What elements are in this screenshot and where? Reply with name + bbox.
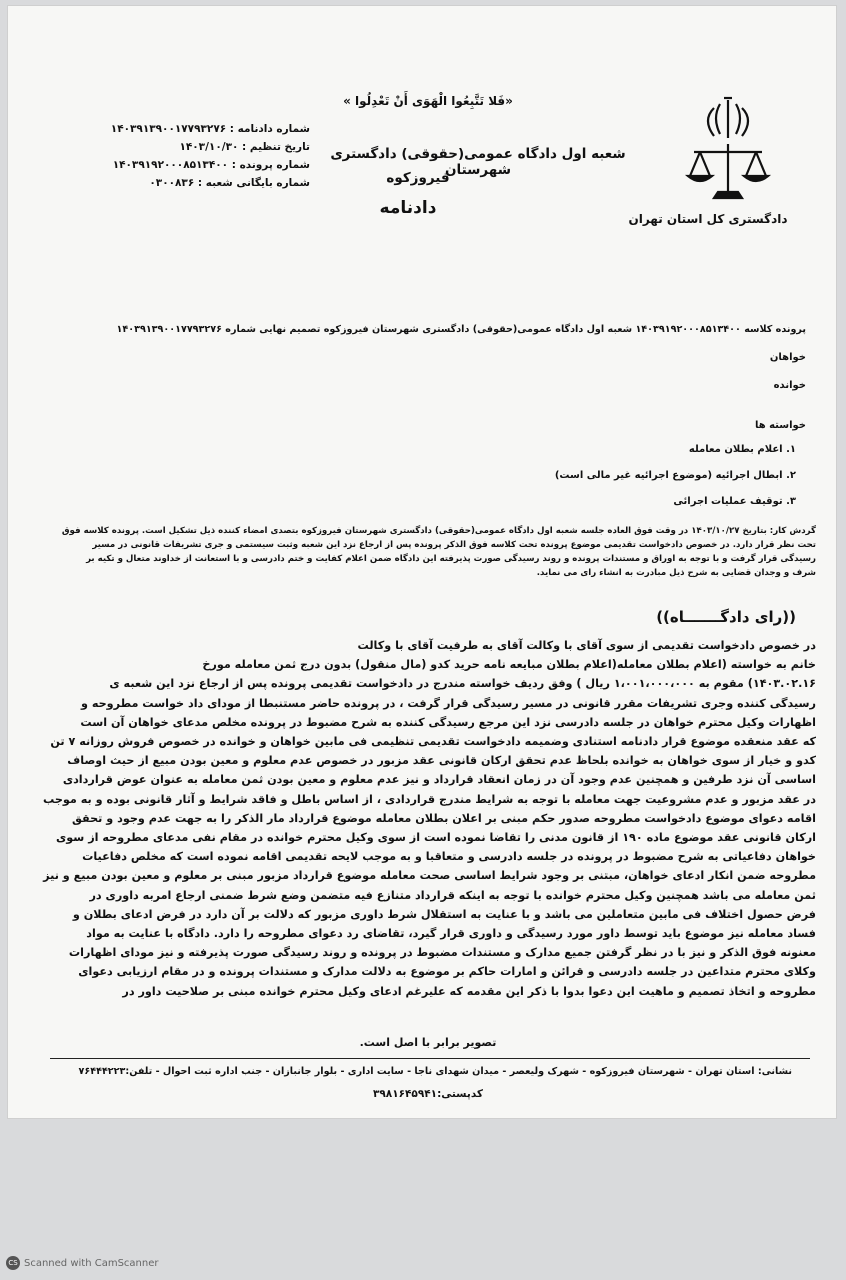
verdict-line: خانم به خواسته (اعلام بطلان معامله(اعلام بطلان مبایعه نامه حرید کدو (مال منقول) بدون درج ثمن معامله مورخ [202, 658, 816, 672]
case-header: پرونده کلاسه ۱۴۰۳۹۱۹۲۰۰۰۸۵۱۳۴۰۰ شعبه اول دادگاه عمومی(حقوقی) دادگستری شهرستان فیروزکوه تصمیم نهایی شماره ۱۴۰۳۹۱۳۹۰۰۱۷۷۹۳۲۷۶ [116, 324, 806, 335]
footer-address: نشانی: استان تهران - شهرستان فیروزکوه - شهرک ولیعصر - میدان شهدای ناجا - سایت اداری - بلوار جانبازان - جنب اداره ثبت احوال - تلفن:۷۶۴۴۴۲۲۳ [78, 1066, 792, 1077]
verdict-line: خواهان دفاعیاتی به شرح مضبوط در پرونده در جلسه دادرسی و متعاقبا و به موجب لایحه تقدیمی اقامه نموده است که مخلص دفاعیات [82, 850, 816, 864]
iran-emblem-icon [680, 94, 776, 214]
verdict-line: در خصوص دادخواست تقدیمی از سوی آقای با وکالت آقای به طرفیت آقای با وکالت [357, 639, 816, 652]
verdict-line: اظهارات وکیل محترم خواهان در جلسه دادرسی نزد این مرجع رسیدگی کننده به شرح مضبوط در پرونده مخلص مدعای خواهان آن است [80, 715, 816, 729]
camscanner-logo-icon: CS [6, 1256, 20, 1270]
request-item-1: ۱. اعلام بطلان معامله [688, 444, 796, 455]
verdict-line: فرض حصول اختلاف فی مابین متعاملین می باشد و با عنایت به استقلال شرط داوری مزبور که دلالت بر آن دارد در فرض ادعای بطلان و [72, 907, 816, 921]
plaintiff-label: خواهان [769, 352, 806, 363]
verdict-line: ثمن معامله می باشد همچنین وکیل محترم خوانده با توجه به اینکه قرارداد متنازع فیه متضمن وضع شرط ضمنی ارجاع امربه داوری در [89, 888, 816, 902]
branch-title-line1: شعبه اول دادگاه عمومی(حقوقی) دادگستری شهرستان [330, 146, 626, 178]
case-meta [90, 120, 310, 192]
report-line: گردش کار: بتاریخ ۱۴۰۳/۱۰/۲۷ در وقت فوق العاده جلسه شعبه اول دادگاه عمومی(حقوقی) دادگستری شهرستان فیروزکوه بتصدی امضاء کننده ذیل تشکیل است. پرونده کلاسه فوق [61, 526, 816, 536]
verse-header: «فَلا تَتَّبِعُوا الْهَوَى أَنْ تَعْدِلُوا » [343, 94, 513, 108]
document-type-title: دادنامه [379, 198, 437, 218]
province-title: دادگستری کل استان تهران [628, 212, 788, 226]
verdict-line: وکلای محترم متداعین در جلسه دادرسی و قرائن و امارات حاکم بر موضوع به دلالت مدارک و مستندات پرونده و در مقام ارزیابی دعوای [78, 965, 816, 979]
dadname-number: شماره دادنامه : ۱۴۰۳۹۱۳۹۰۰۱۷۷۹۳۲۷۶ [110, 123, 310, 135]
verdict-line: اساسی آن نزد طرفین و همچنین عدم وجود آن در زمان انعقاد قرارداد و نیز عدم معلوم و معین بودن ثمن معامله به عنوان عوض قراردادی [62, 773, 816, 787]
verdict-body [38, 636, 816, 1001]
verdict-line: کدو و خیار از سوی خواهان به خوانده بلحاظ عدم تحقق ارکان قانونی عقد مزبور در خصوص عدم معلوم و معین بودن مبیع از حیث اوصاف [67, 754, 816, 768]
scanner-watermark-text: Scanned with CamScanner [24, 1257, 159, 1269]
document-page [8, 6, 836, 1118]
verdict-line: اقامه دعوای موضوع دادخواست مطروحه صدور حکم مبنی بر اعلان بطلان معامله موضوع قرارداد مار الذکر را به جهت عدم وجود و تحقق [71, 811, 816, 825]
verdict-line: فساد معامله نیز موضوع باید توسط داور مورد رسیدگی و داوری قرار گیرد، تقاضای رد دعوای مطروحه را دارد. دادگاه با عنایت به مواد [86, 927, 816, 941]
verdict-line: مطروحه ضمن انکار ادعای خواهان، مبتنی بر وجود شرایط اساسی صحت معامله موضوع قرارداد مزبور مبنی بر معلوم و معین بودن مبیع و نیز [43, 869, 816, 883]
copy-certified-note: تصویر برابر با اصل است. [359, 1036, 497, 1049]
case-number: شماره پرونده : ۱۴۰۳۹۱۹۲۰۰۰۸۵۱۳۴۰۰ [112, 159, 310, 171]
report-line: رسیدگی قرار گرفت و با توجه به اوراق و مستندات پرونده و روند رسیدگی صورت پذیرفته این دادگاه ضمن اعلام کفایت و ختم دادرسی و با استعانت از خداوند متعال و تکیه بر [86, 554, 816, 564]
requests-label: خواسته ها [754, 420, 806, 431]
scanner-watermark [6, 1256, 159, 1270]
archive-number: شماره بایگانی شعبه : ۰۳۰۰۸۳۶ [149, 177, 310, 189]
verdict-line: مطروحه و اتخاذ تصمیم و ماهیت این دعوا بدوا با ذکر این مقدمه که علیرغم ادعای وکیل محترم خوانده مبنی بر صلاحیت داور در [122, 984, 816, 998]
verdict-line: که عقد منعقده موضوع قرار دادنامه استنادی وضمیمه دادخواست تقدیمی تنظیمی فی مابین خواهان و خوانده در خصوص فروش روزانه ۷ تن [50, 735, 816, 749]
defendant-label: خوانده [773, 380, 806, 391]
case-report [38, 524, 816, 580]
verdict-line: ارکان قانونی عقد موضوع ماده ۱۹۰ از قانون مدنی را تقاضا نموده است از سوی وکیل محترم خوانده در مقام نفی مدعای مطروحه از سوی [56, 831, 816, 845]
footer-divider [50, 1058, 810, 1059]
footer-postal-code: کدپستی:۳۹۸۱۶۴۵۹۴۱ [372, 1088, 483, 1100]
report-line: شرف و وجدان قضایی به شرح ذیل مبادرت به انشاء رای می نماید. [536, 568, 816, 578]
request-item-3: ۳. توقیف عملیات اجرائی [673, 496, 796, 507]
verdict-line: ۱۴۰۳.۰۲.۱۶) مقوم به ۱،۰۰۱،۰۰۰،۰۰۰ ریال ) وفق ردیف خواسته مندرج در دادخواست تقدیمی پرونده پس از ارجاع نزد این شعبه ی [109, 677, 816, 691]
issue-date: تاریخ تنظیم : ۱۴۰۳/۱۰/۳۰ [179, 141, 310, 153]
verdict-line: رسیدگی کننده وجری تشریفات مقرر قانونی در مسیر رسیدگی قرار گرفت ، در پرونده حاضر مستنبطا از مودای داد خواست مطروحه و [80, 696, 816, 710]
verdict-line: در عقد مزبور و عدم مشروعیت جهت معامله با توجه به شرایط مندرج قراردادی ، از اساس باطل و فاقد شرایط و آثار قانونی بوده و به موجب [42, 792, 816, 806]
request-item-2: ۲. ابطال اجرائیه (موضوع اجرائیه غیر مالی است) [554, 470, 796, 481]
report-line: تحت نظر قرار دارد. در خصوص دادخواست تقدیمی موضوع پرونده تحت کلاسه فوق الذکر پرونده پس از ارجاع نزد این شعبه وثبت سیستمی و جری تشریفات قانونی در مسیر [92, 540, 816, 550]
verdict-line: معنونه فوق الذکر و نیز با در نظر گرفتن جمیع مدارک و مستندات مضبوط در پرونده و روند رسیدگی صورت پذیرفته و نیز مودای اظهارات [68, 946, 816, 960]
verdict-title: ((رای دادگـــــــاه)) [656, 608, 796, 626]
branch-title-line2: فیروزکوه [386, 170, 450, 186]
